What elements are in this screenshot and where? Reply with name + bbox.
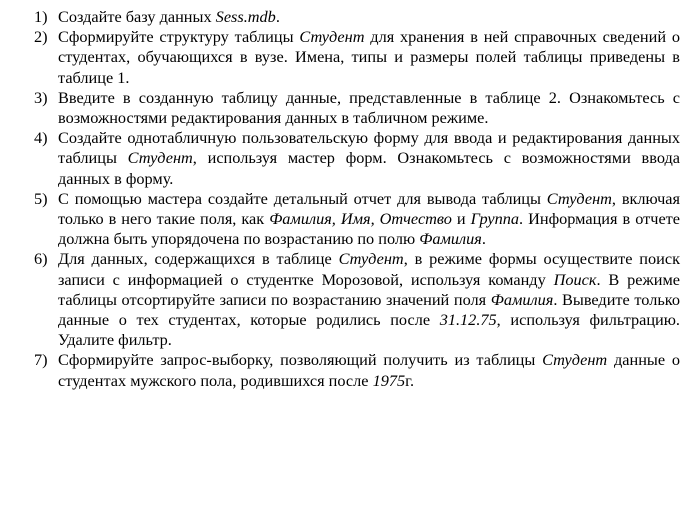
task-text — [58, 27, 680, 88]
task-text-run: , в режиме формы осуществите поиск записи с информацией о студентке Морозовой, используя команду — [58, 249, 680, 289]
task-number: 3) — [34, 87, 48, 107]
task-number: 6) — [34, 249, 48, 269]
task-text-run: , используя мастер форм. Ознакомьтесь с возможностями ввода данных в форму. — [58, 148, 680, 188]
task-text-run: и — [451, 209, 471, 229]
task-text-run: для хранения в ней справочных сведений о студентах, обучающихся в вузе. Имена, типы и размеры полей таблицы приведены в таблице 1. — [58, 27, 681, 87]
task-text-emphasis: Фамилия — [490, 289, 554, 309]
task-text-run: Для данных, содержащихся в таблице — [58, 249, 339, 269]
task-text-run: . — [275, 7, 280, 26]
task-text-run: С помощью мастера создайте детальный отчет для вывода таблицы — [58, 188, 547, 208]
task-number: 4) — [34, 128, 48, 148]
task-text-run: , используя фильтрацию. Удалите фильтр. — [58, 310, 680, 350]
task-text-emphasis: Группа — [470, 209, 520, 229]
task-text — [58, 189, 680, 250]
task-text-run: Создайте базу данных — [58, 7, 216, 26]
task-number: 5) — [34, 188, 48, 208]
task-text-run: данные о студентах мужского пола, родившихся после — [58, 350, 680, 390]
task-text-emphasis: 1975 — [372, 370, 406, 390]
task-text-run: . — [481, 229, 486, 249]
task-item — [34, 27, 680, 88]
task-text-run: . В режиме таблицы отсортируйте записи по возрастанию значений поля — [58, 269, 680, 309]
task-text — [58, 350, 680, 390]
task-text — [58, 249, 680, 350]
task-item — [34, 88, 680, 128]
task-text-run: . Информация в отчете должна быть упорядочена по возрастанию по полю — [58, 209, 681, 249]
task-text-emphasis: Студент — [338, 249, 404, 269]
task-text-run: Сформируйте запрос-выборку, позволяющий получить из таблицы — [58, 350, 543, 370]
task-text — [58, 88, 680, 128]
task-text-emphasis: 31.12.75 — [439, 310, 497, 330]
task-text-run: г. — [405, 370, 415, 390]
task-text-emphasis: Поиск — [553, 269, 597, 289]
task-text-emphasis: Студент — [546, 188, 612, 208]
task-text-run: . Выведите только данные о тех студентах, которые родились после — [58, 289, 680, 330]
task-text-emphasis: Студент — [127, 148, 193, 168]
task-number: 1) — [34, 7, 48, 26]
task-list — [34, 7, 680, 391]
task-item — [34, 7, 680, 27]
task-text — [58, 7, 680, 27]
task-text-run: Сформируйте структуру таблицы — [58, 27, 300, 47]
task-text-emphasis: Студент — [299, 27, 365, 47]
task-text-emphasis: Фамилия, Имя, Отчество — [269, 209, 452, 229]
task-number: 7) — [34, 350, 48, 370]
task-item — [34, 350, 680, 390]
task-item — [34, 189, 680, 250]
task-text-run: , включая только в него такие поля, как — [58, 188, 680, 229]
task-number: 2) — [34, 27, 48, 47]
task-text-run: Введите в созданную таблицу данные, представленные в таблице 2. Ознакомьтесь с возможностями редактирования данных в табличном режиме. — [58, 87, 680, 128]
task-text-emphasis: Студент — [542, 350, 608, 370]
task-text-run: Создайте однотабличную пользовательскую форму для ввода и редактирования данных таблицы — [58, 128, 680, 168]
task-text-emphasis: Sess.mdb — [215, 7, 276, 26]
task-item — [34, 128, 680, 189]
task-text — [58, 128, 680, 189]
task-text-emphasis: Фамилия — [419, 229, 482, 249]
task-item — [34, 249, 680, 350]
